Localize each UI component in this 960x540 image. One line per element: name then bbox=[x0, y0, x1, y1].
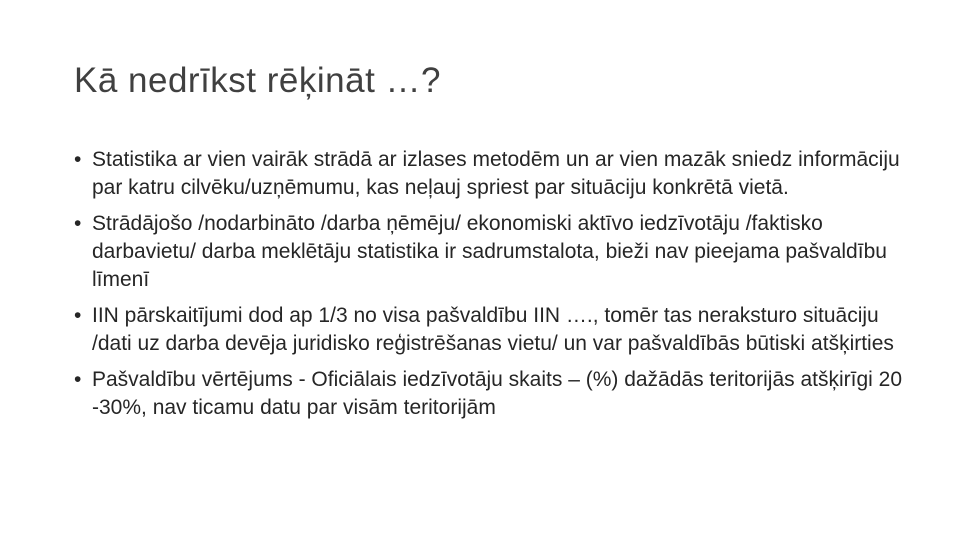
bullet-marker: • bbox=[74, 304, 82, 327]
bullet-item-sampling bbox=[74, 146, 904, 202]
bullet-marker: • bbox=[74, 212, 82, 235]
bullet-item-municipal-estimate bbox=[74, 366, 904, 422]
bullet-text: Strādājošo /nodarbināto /darba ņēmēju/ ekonomiski aktīvo iedzīvotāju /faktisko darbavietu/ darba meklētāju statistika ir sadrumstalota, bieži nav pieejama pašvaldību līmenī bbox=[92, 212, 887, 291]
bullet-text: Pašvaldību vērtējums - Oficiālais iedzīvotāju skaits – (%) dažādās teritorijās atšķirīgi 20 -30%, nav ticamu datu par visām teritorijām bbox=[92, 368, 902, 419]
bullet-list bbox=[74, 146, 904, 430]
bullet-text: Statistika ar vien vairāk strādā ar izlases metodēm un ar vien mazāk sniedz informāciju par katru cilvēku/uzņēmumu, kas neļauj spriest par situāciju konkrētā vietā. bbox=[92, 148, 900, 199]
bullet-marker: • bbox=[74, 148, 82, 171]
slide-title: Kā nedrīkst rēķināt …? bbox=[74, 61, 441, 100]
bullet-marker: • bbox=[74, 368, 82, 391]
bullet-item-employment-statistics bbox=[74, 210, 904, 294]
bullet-text: IIN pārskaitījumi dod ap 1/3 no visa pašvaldību IIN …., tomēr tas neraksturo situāciju /dati uz darba devēja juridisko reģistrēšanas vietu/ un var pašvaldībās būtiski atšķirties bbox=[92, 304, 894, 355]
bullet-item-income-tax bbox=[74, 302, 904, 358]
